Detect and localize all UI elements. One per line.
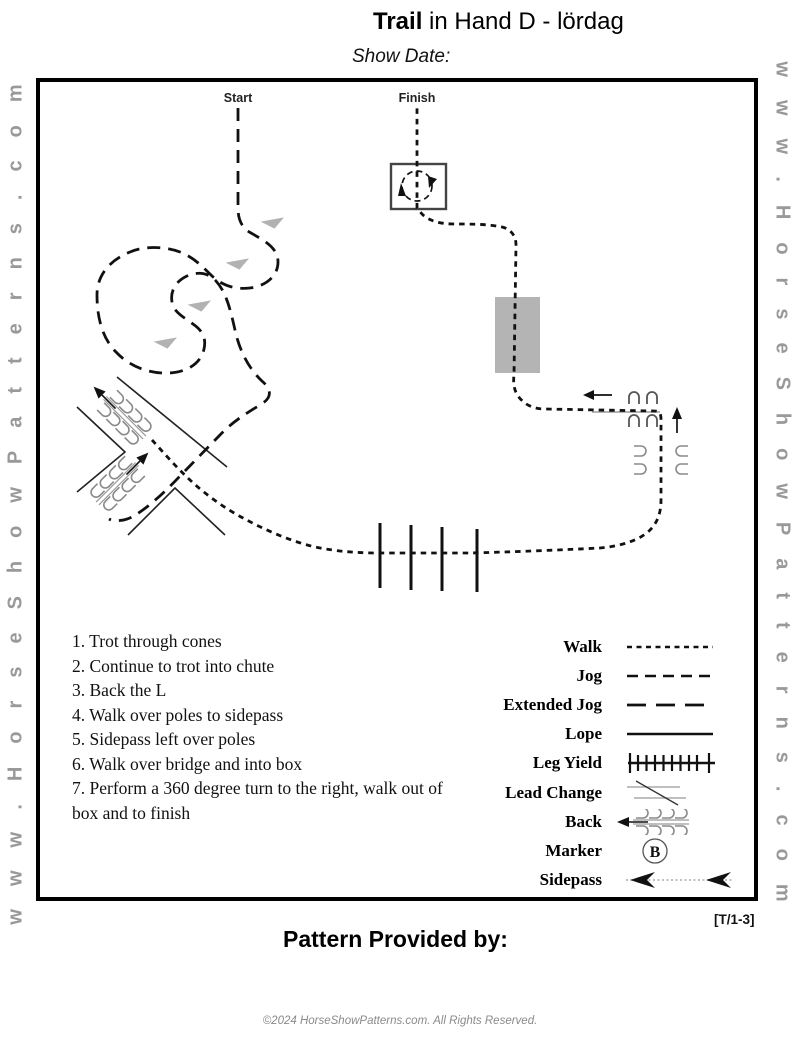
walk-line-symbol [614, 634, 742, 660]
legend-label-lope: Lope [565, 724, 602, 744]
legend-label-leg-yield: Leg Yield [532, 753, 602, 773]
page-title-class: Trail [373, 8, 423, 35]
copyright-text: ©2024 HorseShowPatterns.com. All Rights Reserved. [262, 1015, 538, 1027]
cone-arrow-4 [153, 333, 177, 350]
finish-label: Finish [398, 91, 436, 105]
extended-jog-line-symbol [614, 692, 742, 718]
cone-arrow-1 [260, 213, 284, 230]
cone-arrow-3 [187, 296, 211, 313]
instruction-item: 2. Continue to trot into chute [72, 655, 275, 676]
leg-yield-symbol [614, 750, 742, 776]
instruction-item: 7. Perform a 360 degree turn to the right, walk out of box and to finish [72, 778, 443, 823]
start-label: Start [223, 91, 253, 105]
instructions-list [72, 629, 472, 825]
back-symbol-upper [84, 377, 155, 448]
sidepass-symbol [614, 867, 742, 893]
pattern-code: [T/1-3] [714, 912, 755, 927]
sidepass-left-arrow [583, 390, 612, 400]
cone-arrow-2 [225, 254, 249, 271]
marker-letter: B [649, 843, 661, 861]
lope-line-symbol [614, 721, 742, 747]
watermark-right: www.HorseShowPatterns.com [771, 61, 794, 925]
instruction-item: 6. Walk over bridge and into box [72, 753, 303, 774]
instruction-item: 5. Sidepass left over poles [72, 729, 256, 749]
walk-up-arrow [672, 407, 682, 433]
legend-label-extended-jog: Extended Jog [503, 694, 602, 714]
instruction-item: 4. Walk over poles to sidepass [72, 704, 284, 725]
legend-label-back: Back [565, 811, 602, 831]
marker-symbol [614, 838, 742, 864]
walkover-poles [380, 523, 477, 592]
legend-label-lead-change: Lead Change [505, 782, 602, 802]
pattern-provided-label: Pattern Provided by: [283, 926, 508, 952]
instruction-item: 3. Back the L [72, 680, 167, 700]
legend [420, 632, 742, 895]
back-symbol [614, 809, 742, 835]
jog-line-symbol [614, 663, 742, 689]
legend-label-jog: Jog [576, 665, 602, 685]
legend-label-sidepass: Sidepass [539, 870, 602, 890]
instruction-item: 1. Trot through cones [72, 631, 222, 651]
watermark-left: www.HorseShowPatterns.com [4, 61, 27, 925]
sidepass-pole-marks [592, 392, 688, 474]
legend-label-marker: Marker [545, 840, 602, 860]
page-title-rest: in Hand D - lördag [422, 8, 624, 35]
legend-label-walk: Walk [563, 636, 602, 656]
jog-path [97, 108, 278, 521]
page-title [373, 8, 624, 36]
bridge-obstacle [495, 297, 540, 373]
turn-box [391, 164, 446, 209]
lead-change-symbol [614, 780, 742, 806]
l-chute-walls [77, 377, 227, 535]
show-date-label: Show Date: [352, 46, 451, 67]
